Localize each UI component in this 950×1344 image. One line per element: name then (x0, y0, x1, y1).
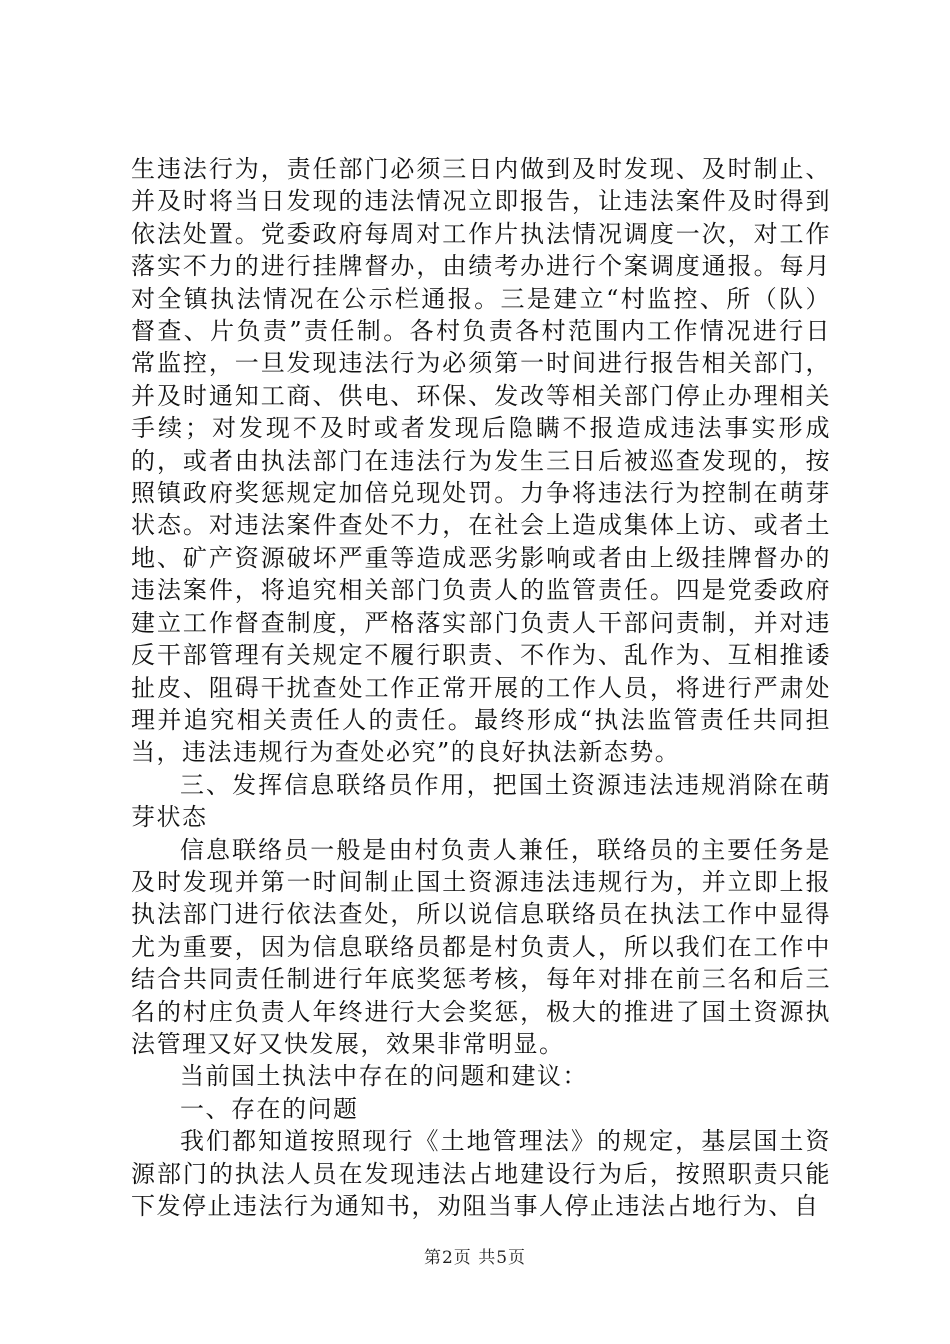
subheading-existing-problems: 一、存在的问题 (180, 1094, 359, 1123)
problems-heading: 当前国土执法中存在的问题和建议： (180, 1062, 588, 1091)
section-heading-3: 三、发挥信息联络员作用，把国土资源违法违规消除在萌芽状态 (131, 770, 831, 832)
paragraph-1: 生违法行为，责任部门必须三日内做到及时发现、及时制止、并及时将当日发现的违法情况立即报告，让违法案件及时得到依法处置。党委政府每周对工作片执法情况调度一次，对工作落实不力的进行挂牌督办，由绩考办进行个案调度通报。每月对全镇执法情况在公示栏通报。三是建立“村监控、所（队）督查、片负责”责任制。各村负责各村范围内工作情况进行日常监控，一旦发现违法行为必须第一时间进行报告相关部门，并及时通知工商、供电、环保、发改等相关部门停止办理相关手续；对发现不及时或者发现后隐瞒不报造成违法事实形成的，或者由执法部门在违法行为发生三日后被巡查发现的，按照镇政府奖惩规定加倍兑现处罚。力争将违法行为控制在萌芽状态。对违法案件查处不力，在社会上造成集体上访、或者土地、矿产资源破坏严重等造成恶劣影响或者由上级挂牌督办的违法案件，将追究相关部门负责人的监管责任。四是党委政府建立工作督查制度，严格落实部门负责人干部问责制，并对违反干部管理有关规定不履行职责、不作为、乱作为、互相推诿扯皮、阻碍干扰查处工作正常开展的工作人员，将进行严肃处理并追究相关责任人的责任。最终形成“执法监管责任共同担当，违法违规行为查处必究”的良好执法新态势。 (131, 155, 831, 767)
paragraph-land-law: 我们都知道按照现行《土地管理法》的规定，基层国土资源部门的执法人员在发现违法占地建设行为后，按照职责只能下发停止违法行为通知书，劝阻当事人停止违法占地行为、自 (131, 1127, 831, 1220)
page-number-footer: 第2页 共5页 (423, 1248, 527, 1268)
paragraph-liaison: 信息联络员一般是由村负责人兼任，联络员的主要任务是及时发现并第一时间制止国土资源违法违规行为，并立即上报执法部门进行依法查处，所以说信息联络员在执法工作中显得尤为重要，因为信息联络员都是村负责人，所以我们在工作中结合共同责任制进行年底奖惩考核，每年对排在前三名和后三名的村庄负责人年终进行大会奖惩，极大的推进了国土资源执法管理又好又快发展，效果非常明显。 (131, 835, 831, 1058)
document-body (131, 153, 831, 1222)
